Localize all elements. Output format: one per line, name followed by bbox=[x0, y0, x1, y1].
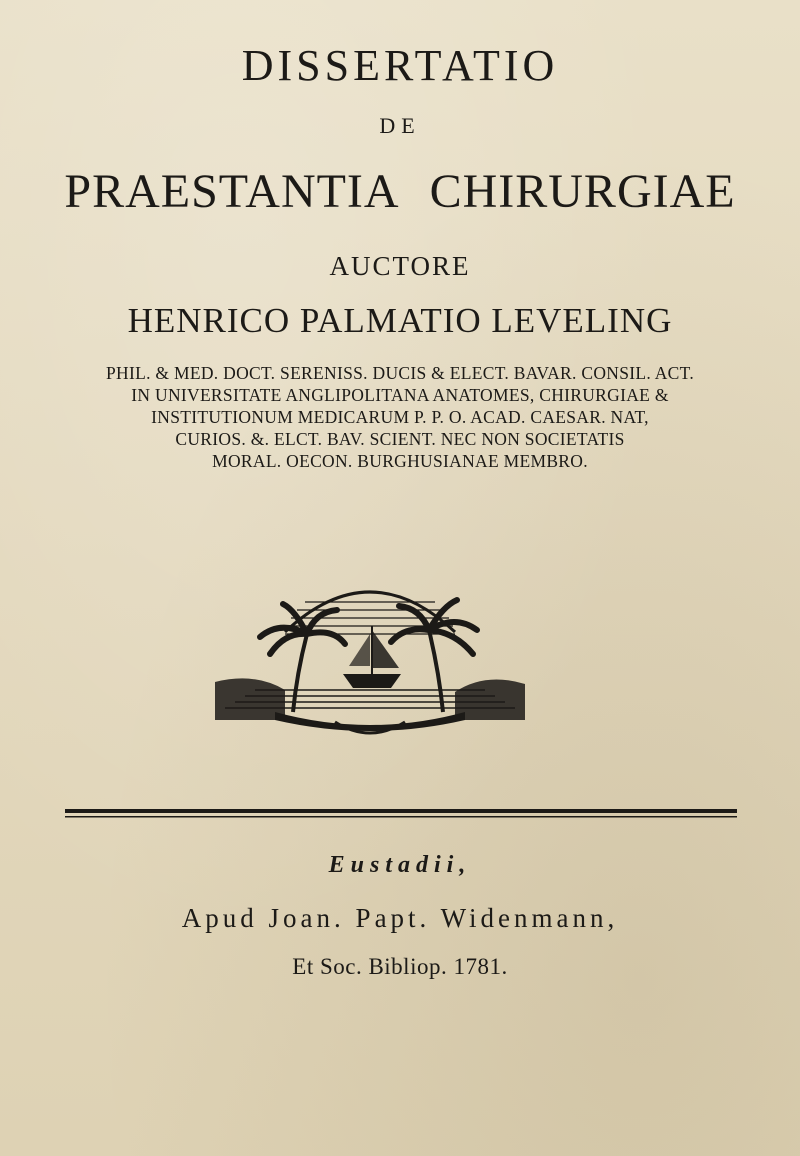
author-name: HENRICO PALMATIO LEVELING bbox=[127, 301, 673, 340]
preposition: DE bbox=[379, 113, 421, 138]
double-rule-divider bbox=[65, 808, 737, 820]
author-title-line: PHIL. & MED. DOCT. SERENISS. DUCIS & ELECT. BAVAR. CONSIL. ACT. bbox=[105, 363, 695, 383]
publisher-name-1: Joan. bbox=[268, 903, 345, 933]
imprint-society-year: Et Soc. Bibliop. 1781. bbox=[292, 954, 508, 979]
imprint-place: Eustadii, bbox=[328, 852, 472, 878]
auctore-label: AUCTORE bbox=[329, 251, 471, 281]
imprint-publisher bbox=[0, 905, 800, 932]
subject-title bbox=[0, 165, 800, 218]
author-titles bbox=[0, 362, 800, 472]
publisher-apud: Apud bbox=[181, 903, 258, 933]
author-title-line: IN UNIVERSITATE ANGLIPOLITANA ANATOMES, CHIRURGIAE & bbox=[131, 385, 669, 405]
publisher-name-3: Widenmann, bbox=[440, 903, 619, 933]
subject-word-2: CHIRURGIAE bbox=[429, 165, 736, 218]
subject-word-1: PRAESTANTIA bbox=[64, 165, 400, 218]
publisher-name-2: Papt. bbox=[355, 903, 431, 933]
main-title: DISSERTATIO bbox=[241, 41, 559, 90]
ornament-vignette-icon bbox=[215, 562, 525, 742]
author-title-line: INSTITUTIONUM MEDICARUM P. P. O. ACAD. CAESAR. NAT, bbox=[151, 407, 649, 427]
author-title-line: CURIOS. &. ELCT. BAV. SCIENT. NEC NON SOCIETATIS bbox=[175, 429, 625, 449]
author-title-line: MORAL. OECON. BURGHUSIANAE MEMBRO. bbox=[212, 451, 588, 471]
